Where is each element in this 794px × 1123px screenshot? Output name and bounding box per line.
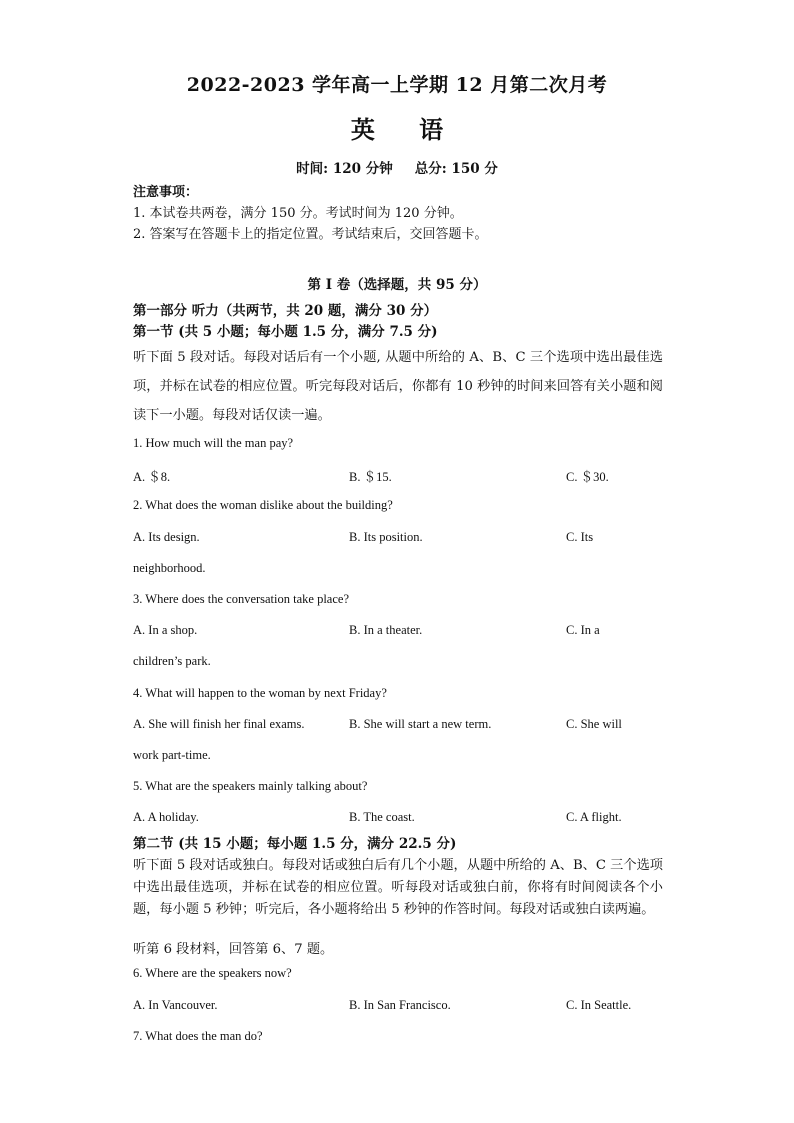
question-7: 7. What does the man do? <box>133 1029 263 1043</box>
exam-time-score <box>0 157 794 177</box>
exam-subject: 英 语 <box>350 115 462 144</box>
section2-heading: 第二节 (共 15 小题；每小题 1.5 分，满分 22.5 分) <box>133 836 457 852</box>
section1-heading: 第一节 (共 5 小题；每小题 1.5 分，满分 7.5 分) <box>133 324 438 340</box>
option-c: C. ＄30. <box>566 470 609 484</box>
notice-item: 1. 本试卷共两卷，满分 150 分。考试时间为 120 分钟。 <box>133 206 463 221</box>
option-b: B. In San Francisco. <box>349 998 451 1012</box>
option-a: A. A holiday. <box>133 810 199 824</box>
notice-block <box>133 182 663 245</box>
question-3: 3. Where does the conversation take place? <box>133 592 349 606</box>
option-a: A. ＄8. <box>133 470 171 484</box>
question-4: 4. What will happen to the woman by next Friday? <box>133 686 387 700</box>
option-c: C. She will <box>566 717 622 731</box>
question-1: 1. How much will the man pay? <box>133 436 294 450</box>
question-5: 5. What are the speakers mainly talking about? <box>133 779 368 793</box>
notice-item: 2. 答案写在答题卡上的指定位置。考试结束后，交回答题卡。 <box>133 227 488 242</box>
option-c: C. Its <box>566 530 594 544</box>
option-a: A. Its design. <box>133 530 200 544</box>
option-c-continuation: children’s park. <box>133 654 211 668</box>
exam-total-score: 总分: 150 分 <box>414 161 498 177</box>
notice-heading: 注意事项： <box>133 185 199 200</box>
option-b: B. The coast. <box>349 810 415 824</box>
question-4-options <box>133 717 663 735</box>
question-3-options <box>133 623 663 641</box>
option-b: B. Its position. <box>349 530 423 544</box>
option-c-continuation: work part-time. <box>133 748 211 762</box>
question-1-options <box>133 467 663 485</box>
option-c: C. In a <box>566 623 600 637</box>
volume-heading: 第 I 卷（选择题，共 95 分） <box>307 277 487 293</box>
option-c-continuation: neighborhood. <box>133 561 206 575</box>
question-5-options <box>133 810 663 828</box>
option-a: A. She will finish her final exams. <box>133 717 305 731</box>
option-c: C. A flight. <box>566 810 622 824</box>
option-c: C. In Seattle. <box>566 998 632 1012</box>
question-6-options <box>133 998 663 1016</box>
exam-time: 时间: 120 分钟 <box>296 161 393 177</box>
section2-instructions: 听下面 5 段对话或独白。每段对话或独白后有几个小题，从题中所给的 A、B、C 三个选项中选出最佳选项，并标在试卷的相应位置。听每段对话或独白前，你将有时间阅读各个小题，每小题 5 秒钟；听完后，各小题将给出 5 秒钟的作答时间。每段对话或独白读两遍。 <box>133 858 663 917</box>
part1-heading: 第一部分 听力（共两节，共 20 题，满分 30 分） <box>133 303 438 319</box>
question-6: 6. Where are the speakers now? <box>133 966 292 980</box>
option-a: A. In a shop. <box>133 623 198 637</box>
option-b: B. In a theater. <box>349 623 423 637</box>
option-b: B. ＄15. <box>349 470 392 484</box>
exam-title: 2022-2023 学年高一上学期 12 月第二次月考 <box>186 74 608 96</box>
question-2-options <box>133 530 663 548</box>
question-2: 2. What does the woman dislike about the building? <box>133 498 393 512</box>
section1-instructions: 听下面 5 段对话。每段对话后有一个小题, 从题中所给的 A、B、C 三个选项中选出最佳选项，并标在试卷的相应位置。听完每段对话后，你都有 10 秒钟的时间来回答有关小题和阅读下一小题。每段对话仅读一遍。 <box>133 350 663 423</box>
option-a: A. In Vancouver. <box>133 998 218 1012</box>
option-b: B. She will start a new term. <box>349 717 492 731</box>
material-6-instruction: 听第 6 段材料，回答第 6、7 题。 <box>133 942 334 957</box>
